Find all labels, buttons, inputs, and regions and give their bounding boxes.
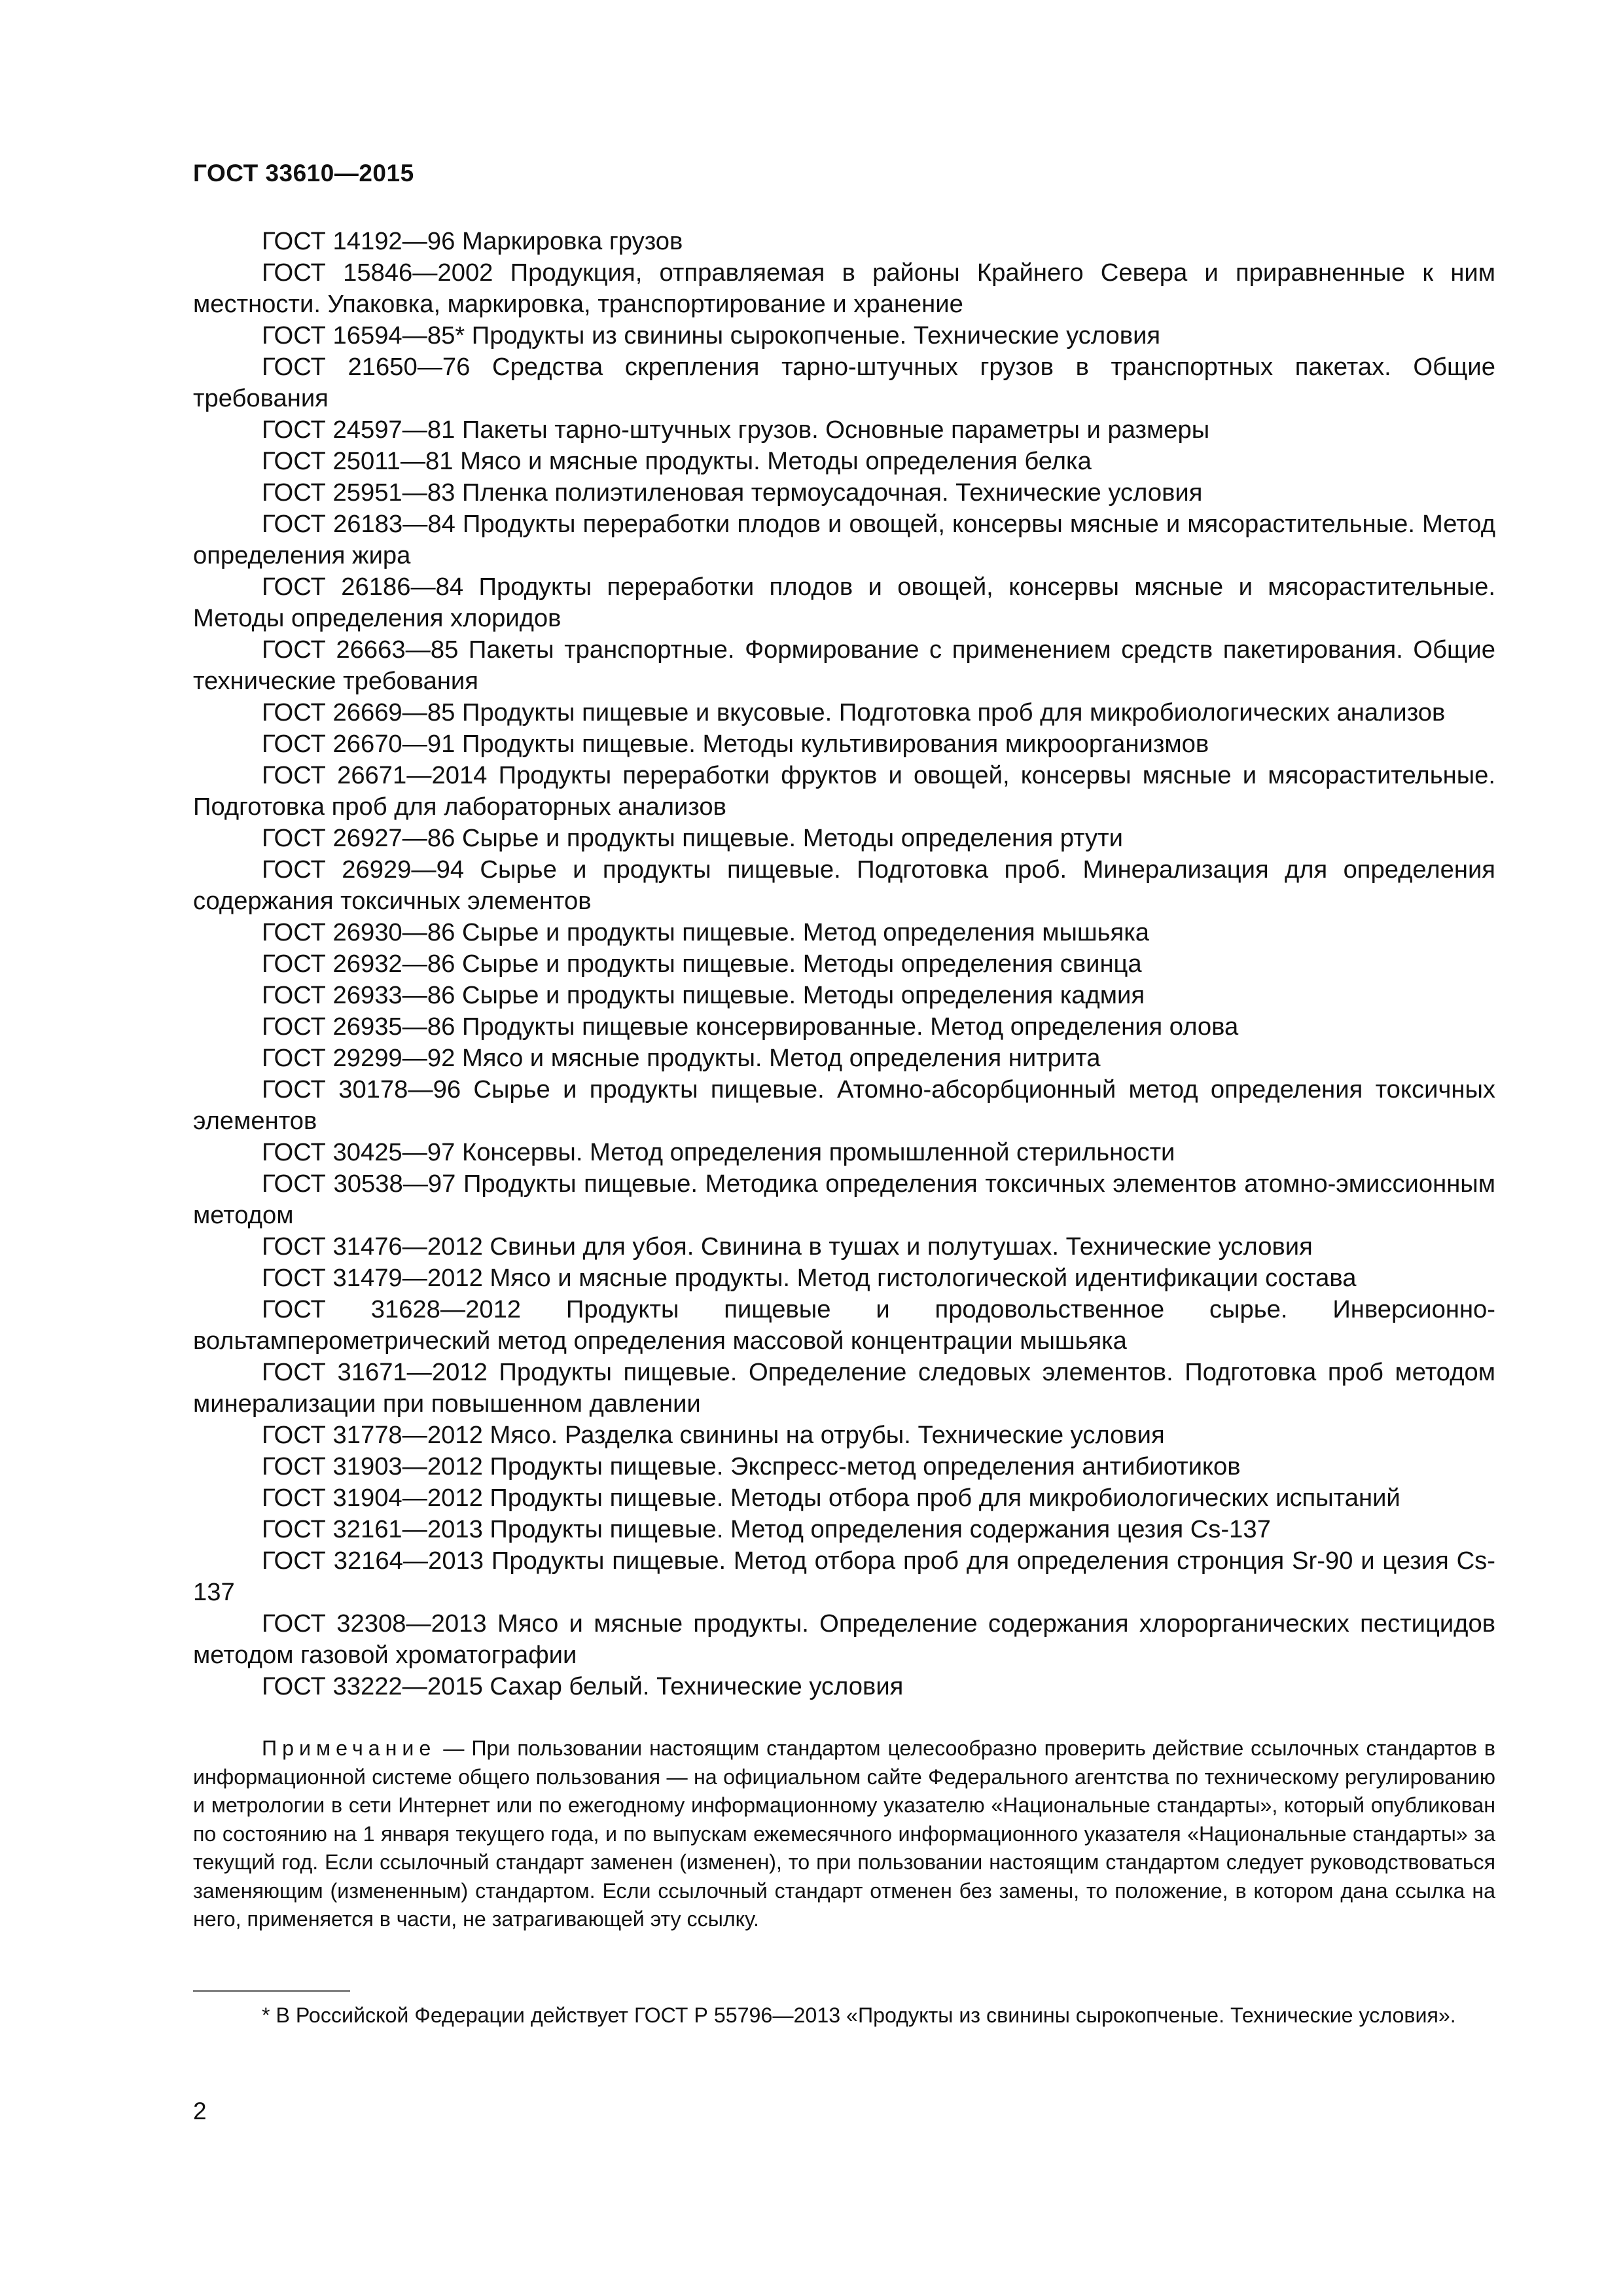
- reference-item: ГОСТ 31628—2012 Продукты пищевые и продовольственное сырье. Инверсионно-вольтамперометрический метод определения массовой концентрации мышьяка: [193, 1295, 1495, 1355]
- reference-item: ГОСТ 31904—2012 Продукты пищевые. Методы отбора проб для микробиологических испытаний: [262, 1484, 1400, 1512]
- document-header: ГОСТ 33610—2015: [193, 160, 414, 187]
- normative-references-list: [193, 226, 1495, 1702]
- reference-item: ГОСТ 25951—83 Пленка полиэтиленовая термоусадочная. Технические условия: [262, 478, 1203, 507]
- reference-item: ГОСТ 24597—81 Пакеты тарно-штучных грузов. Основные параметры и размеры: [262, 416, 1210, 444]
- footnote-divider: [193, 1990, 350, 1992]
- reference-item: ГОСТ 33222—2015 Сахар белый. Технические условия: [262, 1672, 904, 1700]
- note-paragraph: [193, 1734, 1495, 1934]
- reference-item: ГОСТ 21650—76 Средства скрепления тарно-штучных грузов в транспортных пакетах. Общие требования: [193, 353, 1495, 412]
- reference-item: ГОСТ 26935—86 Продукты пищевые консервированные. Метод определения олова: [262, 1013, 1239, 1041]
- reference-item: ГОСТ 26669—85 Продукты пищевые и вкусовые. Подготовка проб для микробиологических анализов: [262, 698, 1446, 726]
- reference-item: ГОСТ 25011—81 Мясо и мясные продукты. Методы определения белка: [262, 447, 1092, 475]
- reference-item: ГОСТ 14192—96 Маркировка грузов: [262, 227, 683, 255]
- reference-item: ГОСТ 26670—91 Продукты пищевые. Методы культивирования микроорганизмов: [262, 730, 1209, 758]
- reference-item: ГОСТ 16594—85* Продукты из свинины сырокопченые. Технические условия: [262, 321, 1161, 350]
- reference-item: ГОСТ 32308—2013 Мясо и мясные продукты. Определение содержания хлорорганических пестицидов методом газовой хроматографии: [193, 1609, 1495, 1669]
- reference-item: ГОСТ 26930—86 Сырье и продукты пищевые. Метод определения мышьяка: [262, 918, 1149, 946]
- reference-item: ГОСТ 26933—86 Сырье и продукты пищевые. Методы определения кадмия: [262, 981, 1145, 1009]
- reference-item: ГОСТ 32164—2013 Продукты пищевые. Метод отбора проб для определения стронция Sr-90 и цезия Cs-137: [193, 1547, 1495, 1606]
- footnote: * В Российской Федерации действует ГОСТ Р 55796—2013 «Продукты из свинины сырокопченые. Технические условия».: [262, 2003, 1456, 2027]
- reference-item: ГОСТ 30538—97 Продукты пищевые. Методика определения токсичных элементов атомно-эмиссионным методом: [193, 1170, 1495, 1229]
- reference-item: ГОСТ 30425—97 Консервы. Метод определения промышленной стерильности: [262, 1138, 1175, 1166]
- page-number: 2: [193, 2098, 207, 2125]
- reference-item: ГОСТ 26929—94 Сырье и продукты пищевые. Подготовка проб. Минерализация для определения содержания токсичных элементов: [193, 855, 1495, 915]
- reference-item: ГОСТ 31476—2012 Свиньи для убоя. Свинина в тушах и полутушах. Технические условия: [262, 1232, 1313, 1261]
- note-label: Примечание: [262, 1736, 437, 1760]
- reference-item: ГОСТ 26671—2014 Продукты переработки фруктов и овощей, консервы мясные и мясорастительные. Подготовка проб для лабораторных анализов: [193, 761, 1495, 821]
- reference-item: ГОСТ 30178—96 Сырье и продукты пищевые. Атомно-абсорбционный метод определения токсичных элементов: [193, 1075, 1495, 1135]
- reference-item: ГОСТ 26663—85 Пакеты транспортные. Формирование с применением средств пакетирования. Общие технические требования: [193, 636, 1495, 695]
- reference-item: ГОСТ 29299—92 Мясо и мясные продукты. Метод определения нитрита: [262, 1044, 1101, 1072]
- reference-item: ГОСТ 31903—2012 Продукты пищевые. Экспресс-метод определения антибиотиков: [262, 1452, 1241, 1480]
- reference-item: ГОСТ 32161—2013 Продукты пищевые. Метод определения содержания цезия Cs-137: [262, 1515, 1271, 1543]
- reference-item: ГОСТ 26927—86 Сырье и продукты пищевые. Методы определения ртути: [262, 824, 1123, 852]
- note-text: — При пользовании настоящим стандартом целесообразно проверить действие ссылочных стандартов в информационной системе общего пользования — на официальном сайте Федерального агентства по техническому регулированию и метрологии в сети Интернет или по ежегодному информационному указателю «Национальные стандарты», который опубликован по состоянию на 1 января текущего года, и по выпускам ежемесячного информационного указателя «Национальные стандарты» за текущий год. Если ссылочный стандарт заменен (изменен), то при пользовании настоящим стандартом следует руководствоваться заменяющим (измененным) стандартом. Если ссылочный стандарт отменен без замены, то положение, в котором дана ссылка на него, применяется в части, не затрагивающей эту ссылку.: [193, 1736, 1495, 1931]
- reference-item: ГОСТ 31479—2012 Мясо и мясные продукты. Метод гистологической идентификации состава: [262, 1264, 1357, 1292]
- reference-item: ГОСТ 31671—2012 Продукты пищевые. Определение следовых элементов. Подготовка проб методом минерализации при повышенном давлении: [193, 1358, 1495, 1418]
- reference-item: ГОСТ 26932—86 Сырье и продукты пищевые. Методы определения свинца: [262, 950, 1142, 978]
- reference-item: ГОСТ 26183—84 Продукты переработки плодов и овощей, консервы мясные и мясорастительные. Метод определения жира: [193, 510, 1495, 569]
- reference-item: ГОСТ 26186—84 Продукты переработки плодов и овощей, консервы мясные и мясорастительные. Методы определения хлоридов: [193, 573, 1495, 632]
- reference-item: ГОСТ 15846—2002 Продукция, отправляемая в районы Крайнего Севера и приравненные к ним местности. Упаковка, маркировка, транспортирование и хранение: [193, 259, 1495, 318]
- reference-item: ГОСТ 31778—2012 Мясо. Разделка свинины на отрубы. Технические условия: [262, 1421, 1165, 1449]
